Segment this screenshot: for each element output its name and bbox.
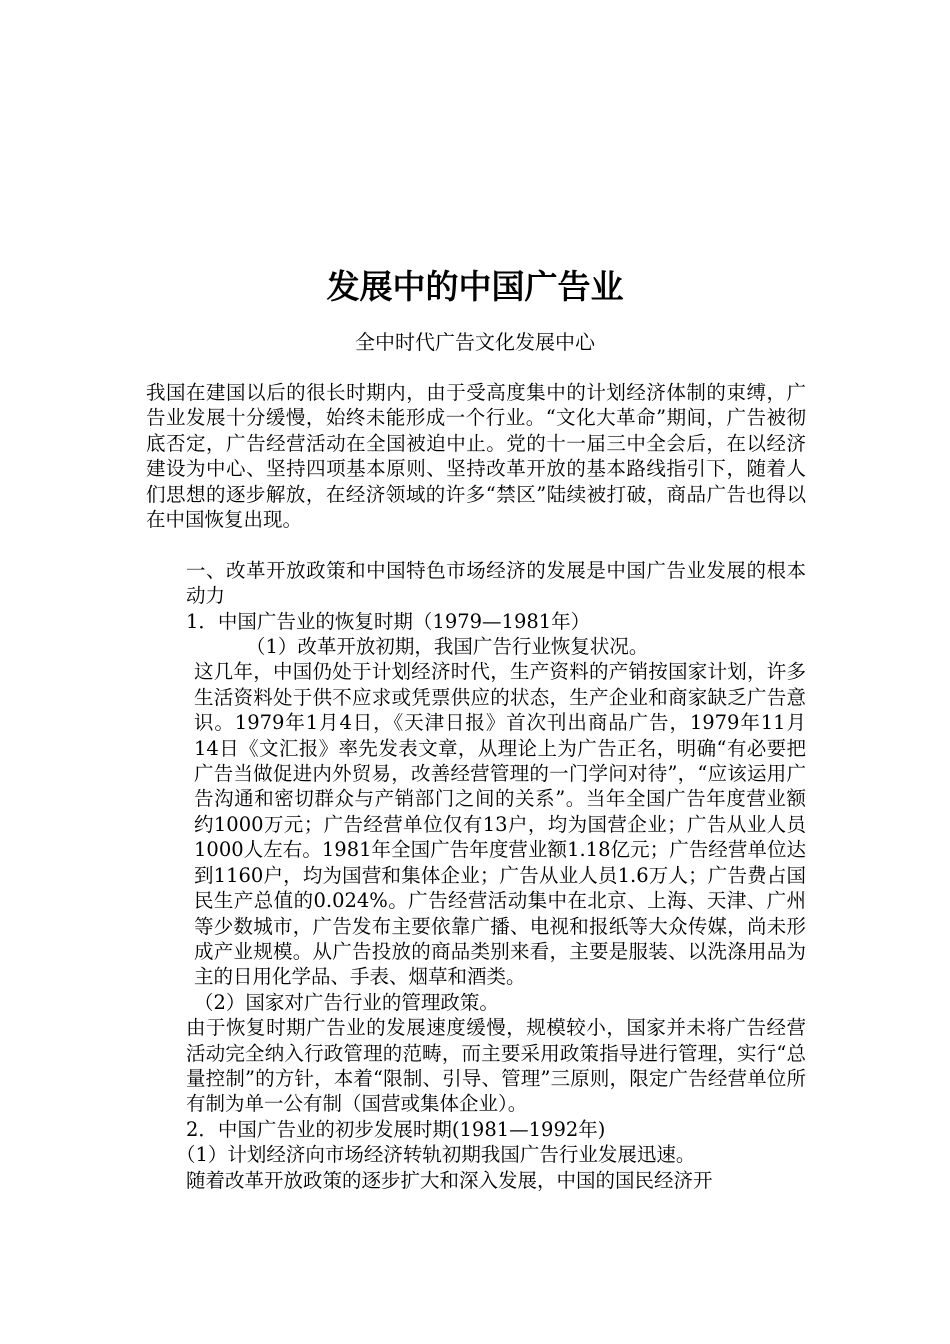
document-title: 发展中的中国广告业 bbox=[326, 267, 624, 306]
subsection-heading-2: 2．中国广告业的初步发展时期(1981—1992年) bbox=[186, 1117, 606, 1141]
paragraph-policy: 由于恢复时期广告业的发展速度缓慢，规模较小，国家并未将广告经营活动完全纳入行政管理的范畴，而主要采用政策指导进行管理，实行“总量控制”的方针，本着“限制、引导、管理”三原则，限定广告经营单位所有制为单一公有制（国营或集体企业）。 bbox=[186, 1016, 806, 1116]
item-heading-1-1: （1）改革开放初期，我国广告行业恢复状况。 bbox=[246, 635, 649, 659]
subsection-heading-1: 1．中国广告业的恢复时期（1979—1981年） bbox=[186, 609, 591, 633]
paragraph-intro: 我国在建国以后的很长时期内，由于受高度集中的计划经济体制的束缚，广告业发展十分缓慢，始终未能形成一个行业。“文化大革命”期间，广告被彻底否定，广告经营活动在全国被迫中止。党的十一届三中全会后，在以经济建设为中心、坚持四项基本原则、坚持改革开放的基本路线指引下，随着人们思想的逐步解放，在经济领域的许多“禁区”陆续被打破，商品广告也得以在中国恢复出现。 bbox=[146, 381, 806, 532]
item-heading-2-1: （1）计划经济向市场经济转轨初期我国广告行业发展迅速。 bbox=[176, 1143, 696, 1167]
paragraph-recovery: 这几年，中国仍处于计划经济时代，生产资料的产销按国家计划，许多生活资料处于供不应求或凭票供应的状态，生产企业和商家缺乏广告意识。1979年1月4日，《天津日报》首次刊出商品广告，1979年11月14日《文汇报》率先发表文章，从理论上为广告正名，明确“有必要把广告当做促进内外贸易，改善经营管理的一门学问对待”，“应该运用广告沟通和密切群众与产销部门之间的关系”。当年全国广告年度营业额约1000万元；广告经营单位仅有13户，均为国营企业；广告从业人员1000人左右。1981年全国广告年度营业额1.18亿元；广告经营单位达到1160户，均为国营和集体企业；广告从业人员1.6万人；广告费占国民生产总值的0.024%。广告经营活动集中在北京、上海、天津、广州等少数城市，广告发布主要依靠广播、电视和报纸等大众传媒，尚未形成产业规模。从广告投放的商品类别来看，主要是服装、以洗涤用品为主的日用化学品、手表、烟草和酒类。 bbox=[194, 660, 806, 989]
document-body bbox=[146, 380, 806, 1193]
item-heading-1-2: （2）国家对广告行业的管理政策。 bbox=[194, 990, 499, 1014]
paragraph-gap bbox=[146, 532, 806, 557]
document-subtitle: 全中时代广告文化发展中心 bbox=[355, 330, 595, 354]
paragraph-development: 随着改革开放政策的逐步扩大和深入发展，中国的国民经济开 bbox=[186, 1168, 713, 1192]
section-heading-1: 一、改革开放政策和中国特色市场经济的发展是中国广告业发展的根本动力 bbox=[186, 558, 806, 608]
